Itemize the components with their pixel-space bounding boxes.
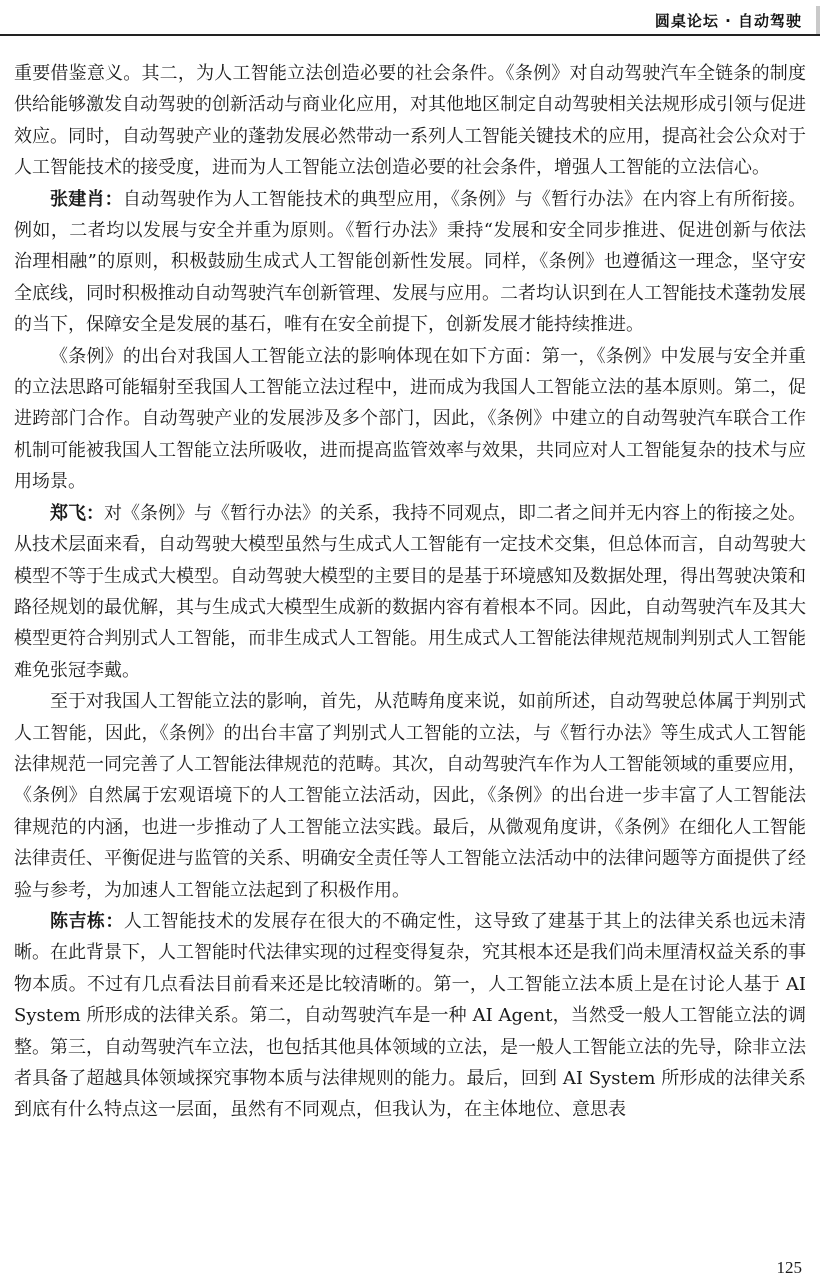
paragraph-continued bbox=[14, 58, 806, 184]
paragraph-text: 自动驾驶作为人工智能技术的典型应用，《条例》与《暂行办法》在内容上有所衔接。例如，二者均以发展与安全并重为原则。《暂行办法》秉持“发展和安全同步推进、促进创新与依法治理相融”的原则，积极鼓励生成式人工智能创新性发展。同样，《条例》也遵循这一理念，坚守安全底线，同时积极推动自动驾驶汽车创新管理、发展与应用。二者均认识到在人工智能技术蓬勃发展的当下，保障安全是发展的基石，唯有在安全前提下，创新发展才能持续推进。 bbox=[14, 188, 807, 336]
paragraph bbox=[14, 686, 806, 906]
paragraph-chen bbox=[14, 906, 806, 1126]
paragraph-text: 至于对我国人工智能立法的影响，首先，从范畴角度来说，如前所述，自动驾驶总体属于判别式人工智能，因此，《条例》的出台丰富了判别式人工智能的立法，与《暂行办法》等生成式人工智能法律规范一同完善了人工智能法律规范的范畴。其次，自动驾驶汽车作为人工智能领域的重要应用，《条例》自然属于宏观语境下的人工智能立法活动，因此，《条例》的出台进一步丰富了人工智能法律规范的内涵，也进一步推动了人工智能立法实践。最后，从微观角度讲，《条例》在细化人工智能法律责任、平衡促进与监管的关系、明确安全责任等人工智能立法活动中的法律问题等方面提供了经验与参考，为加速人工智能立法起到了积极作用。 bbox=[14, 691, 806, 901]
paragraph-zhang bbox=[14, 184, 806, 341]
paragraph-text: 《条例》的出台对我国人工智能立法的影响体现在如下方面：第一，《条例》中发展与安全并重的立法思路可能辐射至我国人工智能立法过程中，进而成为我国人工智能立法的基本原则。第二，促进跨部门合作。自动驾驶产业的发展涉及多个部门，因此，《条例》中建立的自动驾驶汽车联合工作机制可能被我国人工智能立法所吸收，进而提高监管效率与效果，共同应对人工智能复杂的技术与应用场景。 bbox=[14, 345, 806, 493]
header-rule bbox=[0, 34, 820, 36]
header-side-tab bbox=[816, 6, 820, 34]
speaker-name: 张建肖： bbox=[50, 188, 123, 210]
article-body bbox=[14, 58, 806, 1126]
paragraph-text: 人工智能技术的发展存在很大的不确定性，这导致了建基于其上的法律关系也远未清晰。在此背景下，人工智能时代法律实现的过程变得复杂，究其根本还是我们尚未厘清权益关系的事物本质。不过有几点看法目前看来还是比较清晰的。第一，人工智能立法本质上是在讨论人基于 AI System 所形成的法律关系。第二，自动驾驶汽车是一种 AI Agent，当然受一般人工智能立法的调整。第三，自动驾驶汽车立法，也包括其他具体领域的立法，是一般人工智能立法的先导，除非立法者具备了超越具体领域探究事物本质与法律规则的能力。最后，回到 AI System 所形成的法律关系到底有什么特点这一层面，虽然有不同观点，但我认为，在主体地位、意思表 bbox=[14, 910, 807, 1121]
paragraph-zheng bbox=[14, 498, 806, 686]
page-number: 125 bbox=[776, 1258, 802, 1277]
paragraph-text: 重要借鉴意义。其二，为人工智能立法创造必要的社会条件。《条例》对自动驾驶汽车全链条的制度供给能够激发自动驾驶的创新活动与商业化应用，对其他地区制定自动驾驶相关法规形成引领与促进效应。同时，自动驾驶产业的蓬勃发展必然带动一系列人工智能关键技术的应用，提高社会公众对于人工智能技术的接受度，进而为人工智能立法创造必要的社会条件，增强人工智能的立法信心。 bbox=[14, 63, 806, 179]
paragraph-text: 对《条例》与《暂行办法》的关系，我持不同观点，即二者之间并无内容上的衔接之处。从技术层面来看，自动驾驶大模型虽然与生成式人工智能有一定技术交集，但总体而言，自动驾驶大模型不等于生成式大模型。自动驾驶大模型的主要目的是基于环境感知及数据处理，得出驾驶决策和路径规划的最优解，其与生成式大模型生成新的数据内容有着根本不同。因此，自动驾驶汽车及其大模型更符合判别式人工智能，而非生成式人工智能。用生成式人工智能法律规范规制判别式人工智能难免张冠李戴。 bbox=[14, 502, 806, 681]
speaker-name: 陈吉栋： bbox=[50, 910, 124, 932]
running-head: 圆桌论坛 · 自动驾驶 bbox=[654, 12, 802, 30]
speaker-name: 郑飞： bbox=[50, 502, 104, 524]
paragraph bbox=[14, 341, 806, 498]
